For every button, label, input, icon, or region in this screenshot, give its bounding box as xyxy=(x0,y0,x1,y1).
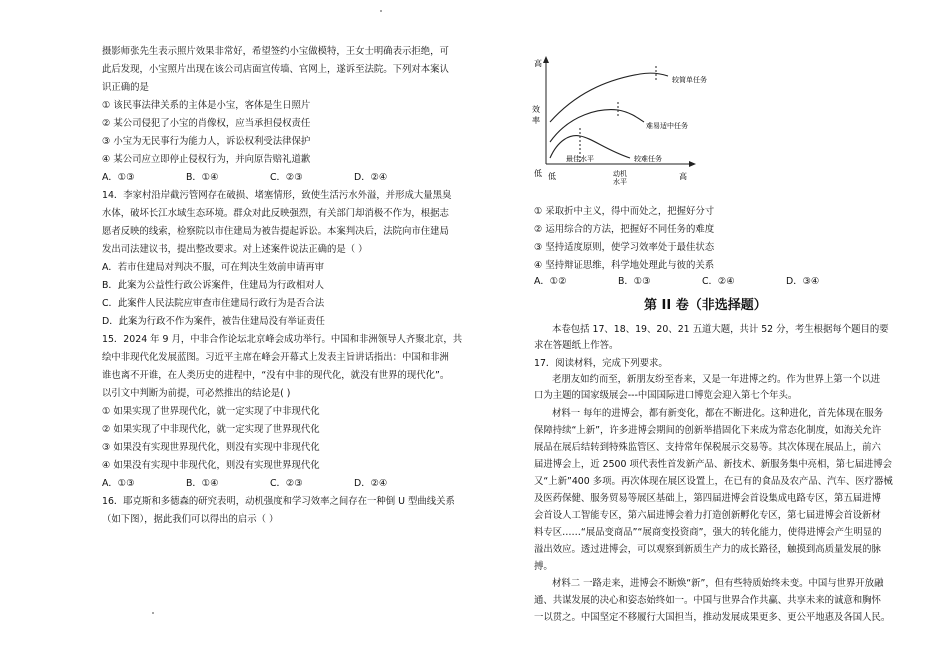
y-axis-label-1: 效 xyxy=(532,105,540,114)
q15-stem-line: 绘中非现代化发展蓝图。习近平主席在峰会开幕式上发表主旨讲话指出：中国和非洲 xyxy=(102,352,449,363)
material2-line: 通、共谋发展的决心和姿态始终如一。中国与世界合作共赢、共享未来的诚意和胸怀 xyxy=(534,595,881,606)
q17-para-line: 口为主题的国家级展会---中国国际进口博览会迎入第七个年头。 xyxy=(534,390,798,401)
y-axis-arrow xyxy=(543,56,549,63)
q15-stem-line: 谁也离不开谁，在人类历史的进程中，“没有中非的现代化，就没有世界的现代化”。 xyxy=(102,370,450,381)
option-b: B．①③ xyxy=(618,276,651,287)
material1-line: 保障持续“上新”，许多进博会期间的创新举措固化下来成为常态化制度，如海关允许 xyxy=(534,425,882,436)
q15-stem-line: 以引文中判断为前提，可必然推出的结论是( ) xyxy=(102,388,291,399)
q16-options xyxy=(534,276,874,288)
material2-line: 一以贯之。中国坚定不移履行大国担当，推动发展成果更多、更公平地惠及各国人民。 xyxy=(534,612,891,623)
intro-line: 本卷包括 17、18、19、20、21 五道大题，共计 52 分，考生根据每个题目的要 xyxy=(552,324,889,335)
material1-line: 搏。 xyxy=(534,561,553,572)
q13-item: ① 该民事法律关系的主体是小宝，客体是生日照片 xyxy=(102,100,311,111)
material1-line: 展品在展后结转到特殊监管区、支持常年保税展示交易等。其次体现在展品上，前六 xyxy=(534,442,881,453)
option-d: D．③④ xyxy=(786,276,820,287)
q13-item: ③ 小宝为无民事行为能力人，诉讼权利受法律保护 xyxy=(102,136,311,147)
x-axis-label-1: 动机 xyxy=(613,170,627,178)
q14-stem-line: 水体，破坏长江水域生态环境。群众对此反映强烈，有关部门却消极不作为，根据志 xyxy=(102,208,449,219)
q14-stem-line: 愿者反映的线索，检察院以市住建局为被告提起诉讼。本案判决后，法院向市住建局 xyxy=(102,226,449,237)
q14-choice: A．若市住建局对判决不服，可在判决生效前申请再审 xyxy=(102,262,325,273)
option-c: C．②③ xyxy=(270,172,303,183)
material2-line: 材料二 一路走来，进博会不断焕“新”，但有些特质始终未变。中国与世界开放融 xyxy=(552,578,884,589)
q15-stem-line: 15．2024 年 9 月，中非合作论坛北京峰会成功举行。中国和非洲领导人齐聚北京，共 xyxy=(102,334,463,345)
q15-item: ④ 如果没有实现中非现代化，则没有实现世界现代化 xyxy=(102,460,320,471)
option-d: D．②④ xyxy=(354,172,388,183)
curve-easy-label: 较简单任务 xyxy=(672,76,707,84)
x-axis-label-2: 水平 xyxy=(613,178,627,186)
q14-stem-line: 发出司法建议书，提出整改要求。对上述案件说法正确的是（ ） xyxy=(102,244,368,255)
section-title: 第 II 卷（非选择题） xyxy=(644,298,767,313)
q15-item: ① 如果实现了世界现代化，就一定实现了中非现代化 xyxy=(102,406,320,417)
material1-line: 及医药保健、服务贸易等展区基础上，第四届进博会首设集成电路专区，第五届进博 xyxy=(534,493,881,504)
material1-line: 会首设人工智能专区，第六届进博会着力打造创新孵化专区，第七届进博会首设新材 xyxy=(534,510,881,521)
option-c: C．②④ xyxy=(702,276,735,287)
material1-line: 材料一 每年的进博会，都有新变化，都在不断进化。这种进化，首先体现在服务 xyxy=(552,408,884,419)
q17-title: 17．阅读材料，完成下列要求。 xyxy=(534,358,668,369)
q14-choice: C．此案件人民法院应审查市住建局行政行为是否合法 xyxy=(102,298,325,309)
intro-line: 求在答题纸上作答。 xyxy=(534,340,619,351)
material1-line: 溢出效应。透过进博会，可以观察到新质生产力的成长路径，触摸到高质量发展的脉 xyxy=(534,544,881,555)
option-b: B．①④ xyxy=(186,172,219,183)
yerkes-dodson-figure xyxy=(530,52,710,186)
q13-options xyxy=(102,172,442,184)
y-high-label: 高 xyxy=(534,59,542,68)
q15-item: ② 如果实现了中非现代化，就一定实现了世界现代化 xyxy=(102,424,320,435)
x-high-label: 高 xyxy=(679,172,687,181)
curve-medium-label: 难易适中任务 xyxy=(646,122,688,130)
scan-dot xyxy=(152,612,154,614)
q16-item: ② 运用综合的方法，把握好不同任务的难度 xyxy=(534,224,715,235)
q13-item: ④ 某公司应立即停止侵权行为，并向原告赔礼道歉 xyxy=(102,154,311,165)
option-d: D．②④ xyxy=(354,478,388,489)
curve-hard-label: 较难任务 xyxy=(634,155,662,163)
q13-stem-line: 此后发现，小宝照片出现在该公司店面宣传墙、官网上，遂诉至法院。下列对本案认 xyxy=(102,64,449,75)
q16-item: ④ 坚持辩证思维，科学地处理此与彼的关系 xyxy=(534,260,715,271)
curve-easy xyxy=(550,73,668,122)
q14-choice: B．此案为公益性行政公诉案件，住建局为行政相对人 xyxy=(102,280,325,291)
q13-item: ② 某公司侵犯了小宝的肖像权，应当承担侵权责任 xyxy=(102,118,311,129)
y-low-label: 低 xyxy=(534,169,542,178)
optimal-label: 最佳水平 xyxy=(566,155,594,163)
q16-stem-line: 16．耶克斯和多德森的研究表明，动机强度和学习效率之间存在一种倒 U 型曲线关系 xyxy=(102,496,455,507)
q15-item: ③ 如果没有实现世界现代化，则没有实现中非现代化 xyxy=(102,442,320,453)
q16-item: ① 采取折中主义，得中而处之，把握好分寸 xyxy=(534,206,715,217)
scan-dot xyxy=(380,10,382,12)
x-low-label: 低 xyxy=(548,172,556,181)
curve-medium xyxy=(550,110,644,142)
option-a: A．①③ xyxy=(102,172,135,183)
q16-item: ③ 坚持适度原则，使学习效率处于最佳状态 xyxy=(534,242,715,253)
x-axis-arrow xyxy=(689,161,696,167)
material1-line: 届进博会上，近 2500 项代表性首发新产品、新技术、新服务集中亮相，第七届进博会 xyxy=(534,459,892,470)
option-a: A．①③ xyxy=(102,478,135,489)
q17-para-line: 老朋友如约而至，新朋友纷至沓来，又是一年进博之约。作为世界上第一个以进 xyxy=(552,374,881,385)
material1-line: 料专区……“展品变商品”“展商变投资商”，强大的转化能力，使得进博会产生明显的 xyxy=(534,527,882,538)
q15-options xyxy=(102,478,442,490)
q16-stem-line: （如下图），据此我们可以得出的启示（ ） xyxy=(102,514,279,525)
q13-stem-line: 摄影师张先生表示照片效果非常好，希望签约小宝做模特，王女士明确表示拒绝，可 xyxy=(102,46,449,57)
y-axis-label-2: 率 xyxy=(532,116,540,125)
option-b: B．①④ xyxy=(186,478,219,489)
q14-stem-line: 14．李家村沿岸截污管网存在破损、堵塞情形，致使生活污水外溢，并形成大量黑臭 xyxy=(102,190,452,201)
q14-choice: D．此案为行政不作为案件，被告住建局没有举证责任 xyxy=(102,316,325,327)
material1-line: 又“上新”400 多项。再次体现在展区设置上，在已有的食品及农产品、汽车、医疗器械 xyxy=(534,476,893,487)
q13-stem-line: 识正确的是 xyxy=(102,82,149,93)
option-c: C．②③ xyxy=(270,478,303,489)
option-a: A．①② xyxy=(534,276,567,287)
